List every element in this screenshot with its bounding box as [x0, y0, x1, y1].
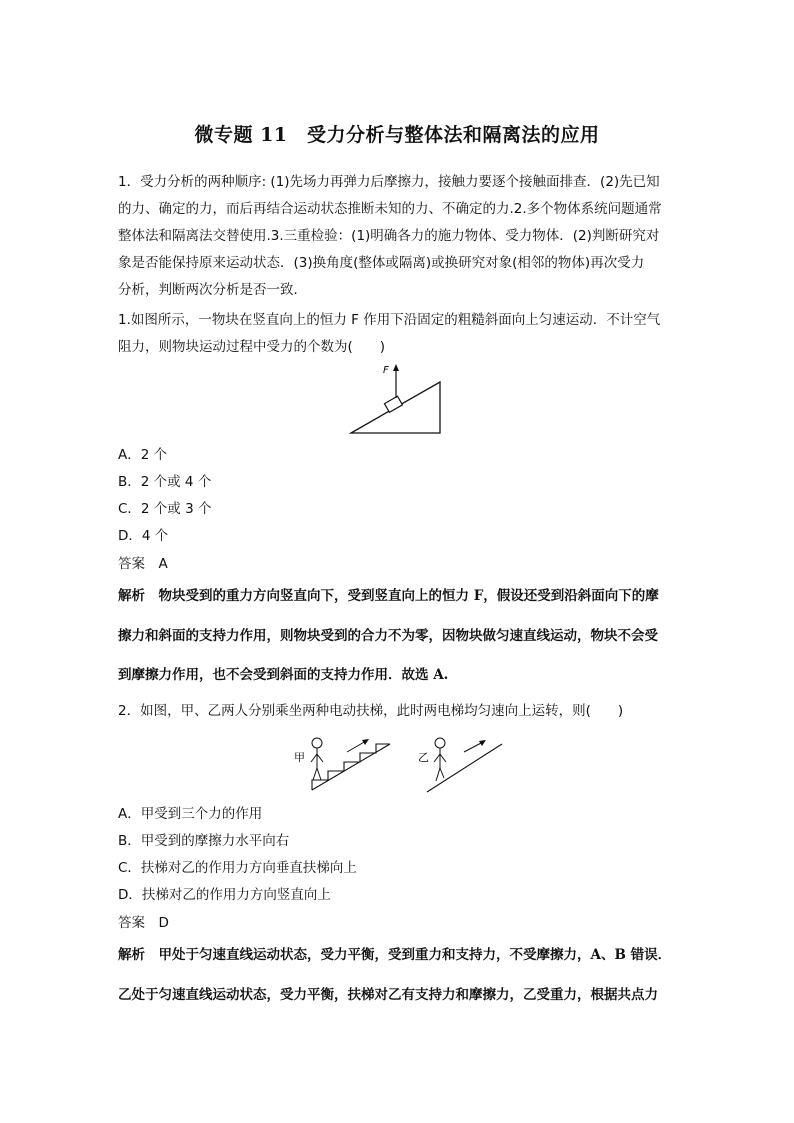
block	[384, 396, 402, 412]
q2-option-d: D．扶梯对乙的作用力方向竖直向上	[118, 887, 331, 903]
q2-analysis-line-2: 乙处于匀速直线运动状态，受力平衡，扶梯对乙有支持力和摩擦力，乙受重力，根据共点力	[118, 987, 658, 1003]
q2-option-b: B．甲受到的摩擦力水平向右	[118, 833, 290, 849]
stairs-base	[312, 744, 390, 790]
q1-option-d: D．4 个	[118, 528, 169, 544]
person-jia-head	[312, 738, 322, 748]
force-label: F	[383, 365, 389, 376]
q2-answer: 答案 D	[118, 915, 169, 931]
q1-stem-line-2: 阻力，则物块运动过程中受力的个数为( )	[118, 339, 386, 355]
right-motion-arrow	[464, 742, 483, 752]
jia-label: 甲	[294, 751, 305, 764]
intro-line-1: 1．受力分析的两种顺序: (1)先场力再弹力后摩擦力，接触力要逐个接触面排查．(2)先已知	[118, 174, 660, 190]
q1-option-c: C．2 个或 3 个	[118, 501, 212, 517]
q2-stem: 2．如图，甲、乙两人分别乘坐两种电动扶梯，此时两电梯均匀速向上运转，则( )	[118, 703, 624, 719]
force-arrowhead	[393, 364, 399, 371]
left-motion-arrow	[347, 741, 366, 752]
q1-option-b: B．2 个或 4 个	[118, 474, 212, 490]
q2-analysis-line-1: 解析 甲处于匀速直线运动状态，受力平衡，受到重力和支持力，不受摩擦力，A、B 错误．	[118, 947, 672, 963]
intro-line-2: 的力、确定的力，而后再结合运动状态推断未知的力、不确定的力.2.多个物体系统问题通常	[118, 201, 662, 217]
q1-option-a: A．2 个	[118, 447, 168, 463]
q2-escalator-figure	[292, 730, 512, 796]
page-title: 微专题 11 受力分析与整体法和隔离法的应用	[194, 124, 600, 146]
q1-stem-line-1: 1.如图所示，一物块在竖直向上的恒力 F 作用下沿固定的粗糙斜面向上匀速运动．不计空气	[118, 312, 661, 328]
q2-option-a: A．甲受到三个力的作用	[118, 806, 263, 822]
person-yi-head	[435, 738, 445, 748]
q1-incline-figure	[345, 360, 445, 438]
q2-option-c: C．扶梯对乙的作用力方向垂直扶梯向上	[118, 860, 357, 876]
intro-line-3: 整体法和隔离法交替使用.3.三重检验：(1)明确各力的施力物体、受力物体．(2)判断研究对	[118, 228, 660, 244]
intro-line-4: 象是否能保持原来运动状态．(3)换角度(整体或隔离)或换研究对象(相邻的物体)再次受力	[118, 255, 645, 271]
intro-line-5: 分析，判断两次分析是否一致．	[118, 282, 307, 298]
yi-label: 乙	[418, 751, 429, 764]
q1-analysis-line-2: 擦力和斜面的支持力作用，则物块受到的合力不为零，因物块做匀速直线运动，物块不会受	[118, 628, 658, 644]
q1-answer: 答案 A	[118, 556, 168, 572]
q1-analysis-line-1: 解析 物块受到的重力方向竖直向下，受到竖直向上的恒力 F，假设还受到沿斜面向下的摩	[118, 588, 659, 604]
q1-analysis-line-3: 到摩擦力作用，也不会受到斜面的支持力作用．故选 A.	[118, 667, 449, 683]
